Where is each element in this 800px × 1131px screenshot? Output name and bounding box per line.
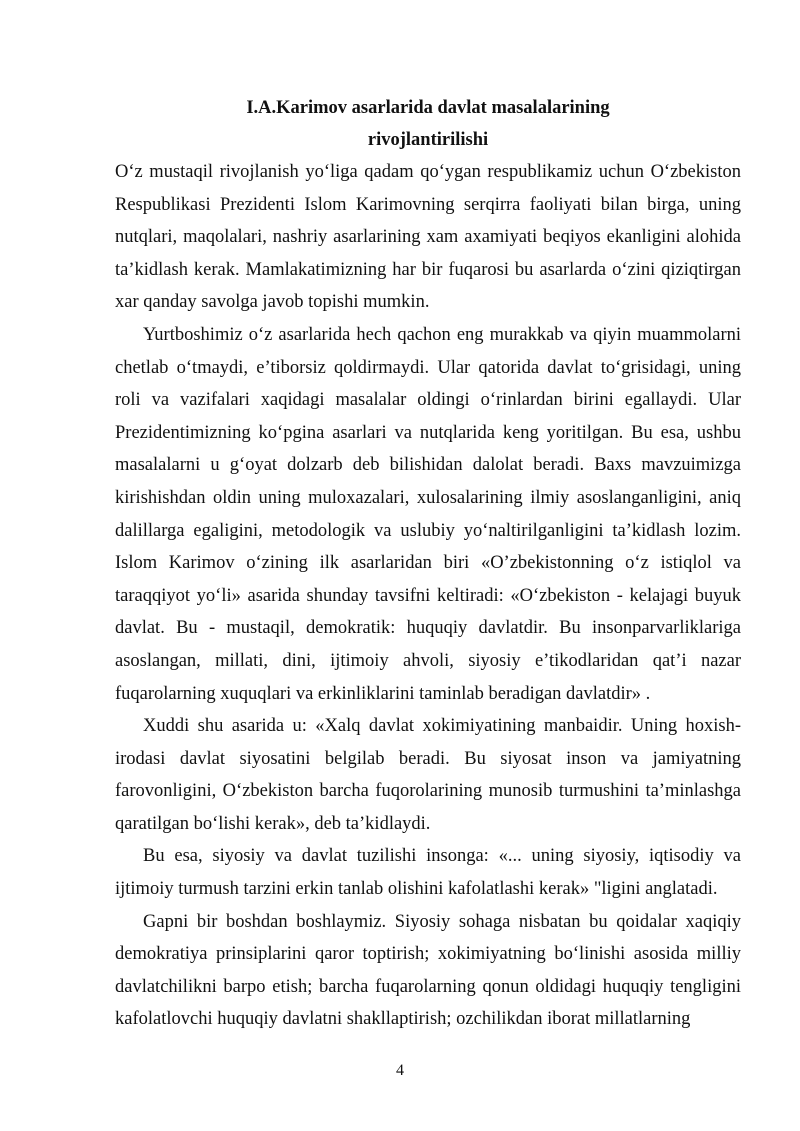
document-title bbox=[115, 92, 741, 156]
paragraph-2: Yurtboshimiz o‘z asarlarida hech qachon eng murakkab va qiyin muammolarni chetlab o‘tmaydi, e’tiborsiz qoldirmaydi. Ular qatorida davlat to‘grisidagi, uning roli va vazifalari xaqidagi masalalar oldingi o‘rinlardan birini egallaydi. Ular Prezidentimizning ko‘pgina asarlari va nutqlarida keng yoritilgan. Bu esa, ushbu masalalarni u g‘oyat dolzarb deb bilishidan dalolat beradi. Baxs mavzuimizga kirishishdan oldin uning muloxazalari, xulosalarining ilmiy asoslanganligini, aniq dalillarga egaligini, metodologik va uslubiy yo‘naltirilganligini ta’kidlash lozim. Islom Karimov o‘zining ilk asarlaridan biri «O’zbekistonning o‘z istiqlol va taraqqiyot yo‘li» asarida shunday tavsifni keltiradi: «O‘zbekiston - kelajagi buyuk davlat. Bu - mustaqil, demokratik: huquqiy davlatdir. Bu insonparvarliklariga asoslangan, millati, dini, ijtimoiy ahvoli, siyosiy e’tikodlaridan qat’i nazar fuqarolarning xuquqlari va erkinliklarini taminlab beradigan davlatdir» . bbox=[115, 324, 741, 704]
paragraph-4: Bu esa, siyosiy va davlat tuzilishi insonga: «... uning siyosiy, iqtisodiy va ijtimoiy turmush tarzini erkin tanlab olishini kafolatlashi kerak» "ligini anglatadi. bbox=[115, 846, 741, 900]
page-number: 4 bbox=[396, 1062, 404, 1079]
document-page bbox=[115, 92, 741, 1036]
paragraph-5: Gapni bir boshdan boshlaymiz. Siyosiy sohaga nisbatan bu qoidalar xaqiqiy demokratiya prinsiplarini qaror toptirish; xokimiyatning bo‘linishi asosida milliy davlatchilikni barpo etish; barcha fuqarolarning qonun oldidagi huquqiy tengligini kafolatlovchi huquqiy davlatni shakllaptirish; ozchilikdan iborat millatlarning bbox=[115, 911, 741, 1030]
paragraph-3: Xuddi shu asarida u: «Xalq davlat xokimiyatining manbaidir. Uning hoxish-irodasi davlat siyosatini belgilab beradi. Bu siyosat inson va jamiyatning farovonligini, O‘zbekiston barcha fuqorolarining munosib turmushini ta’minlashga qaratilgan bo‘lishi kerak», deb ta’kidlaydi. bbox=[115, 716, 741, 834]
title-line-2: rivojlantirilishi bbox=[367, 130, 489, 150]
title-line-1: I.A.Karimov asarlarida davlat masalalarining bbox=[246, 98, 610, 118]
paragraph-1: O‘z mustaqil rivojlanish yo‘liga qadam qo‘ygan respublikamiz uchun O‘zbekiston Respublikasi Prezidenti Islom Karimovning serqirra faoliyati bilan birga, uning nutqlari, maqolalari, nashriy asarlarining xam axamiyati beqiyos ekanligini alohida ta’kidlash kerak. Mamlakatimizning har bir fuqarosi bu asarlarda o‘zini qiziqtirgan xar qanday savolga javob topishi mumkin. bbox=[115, 162, 741, 313]
